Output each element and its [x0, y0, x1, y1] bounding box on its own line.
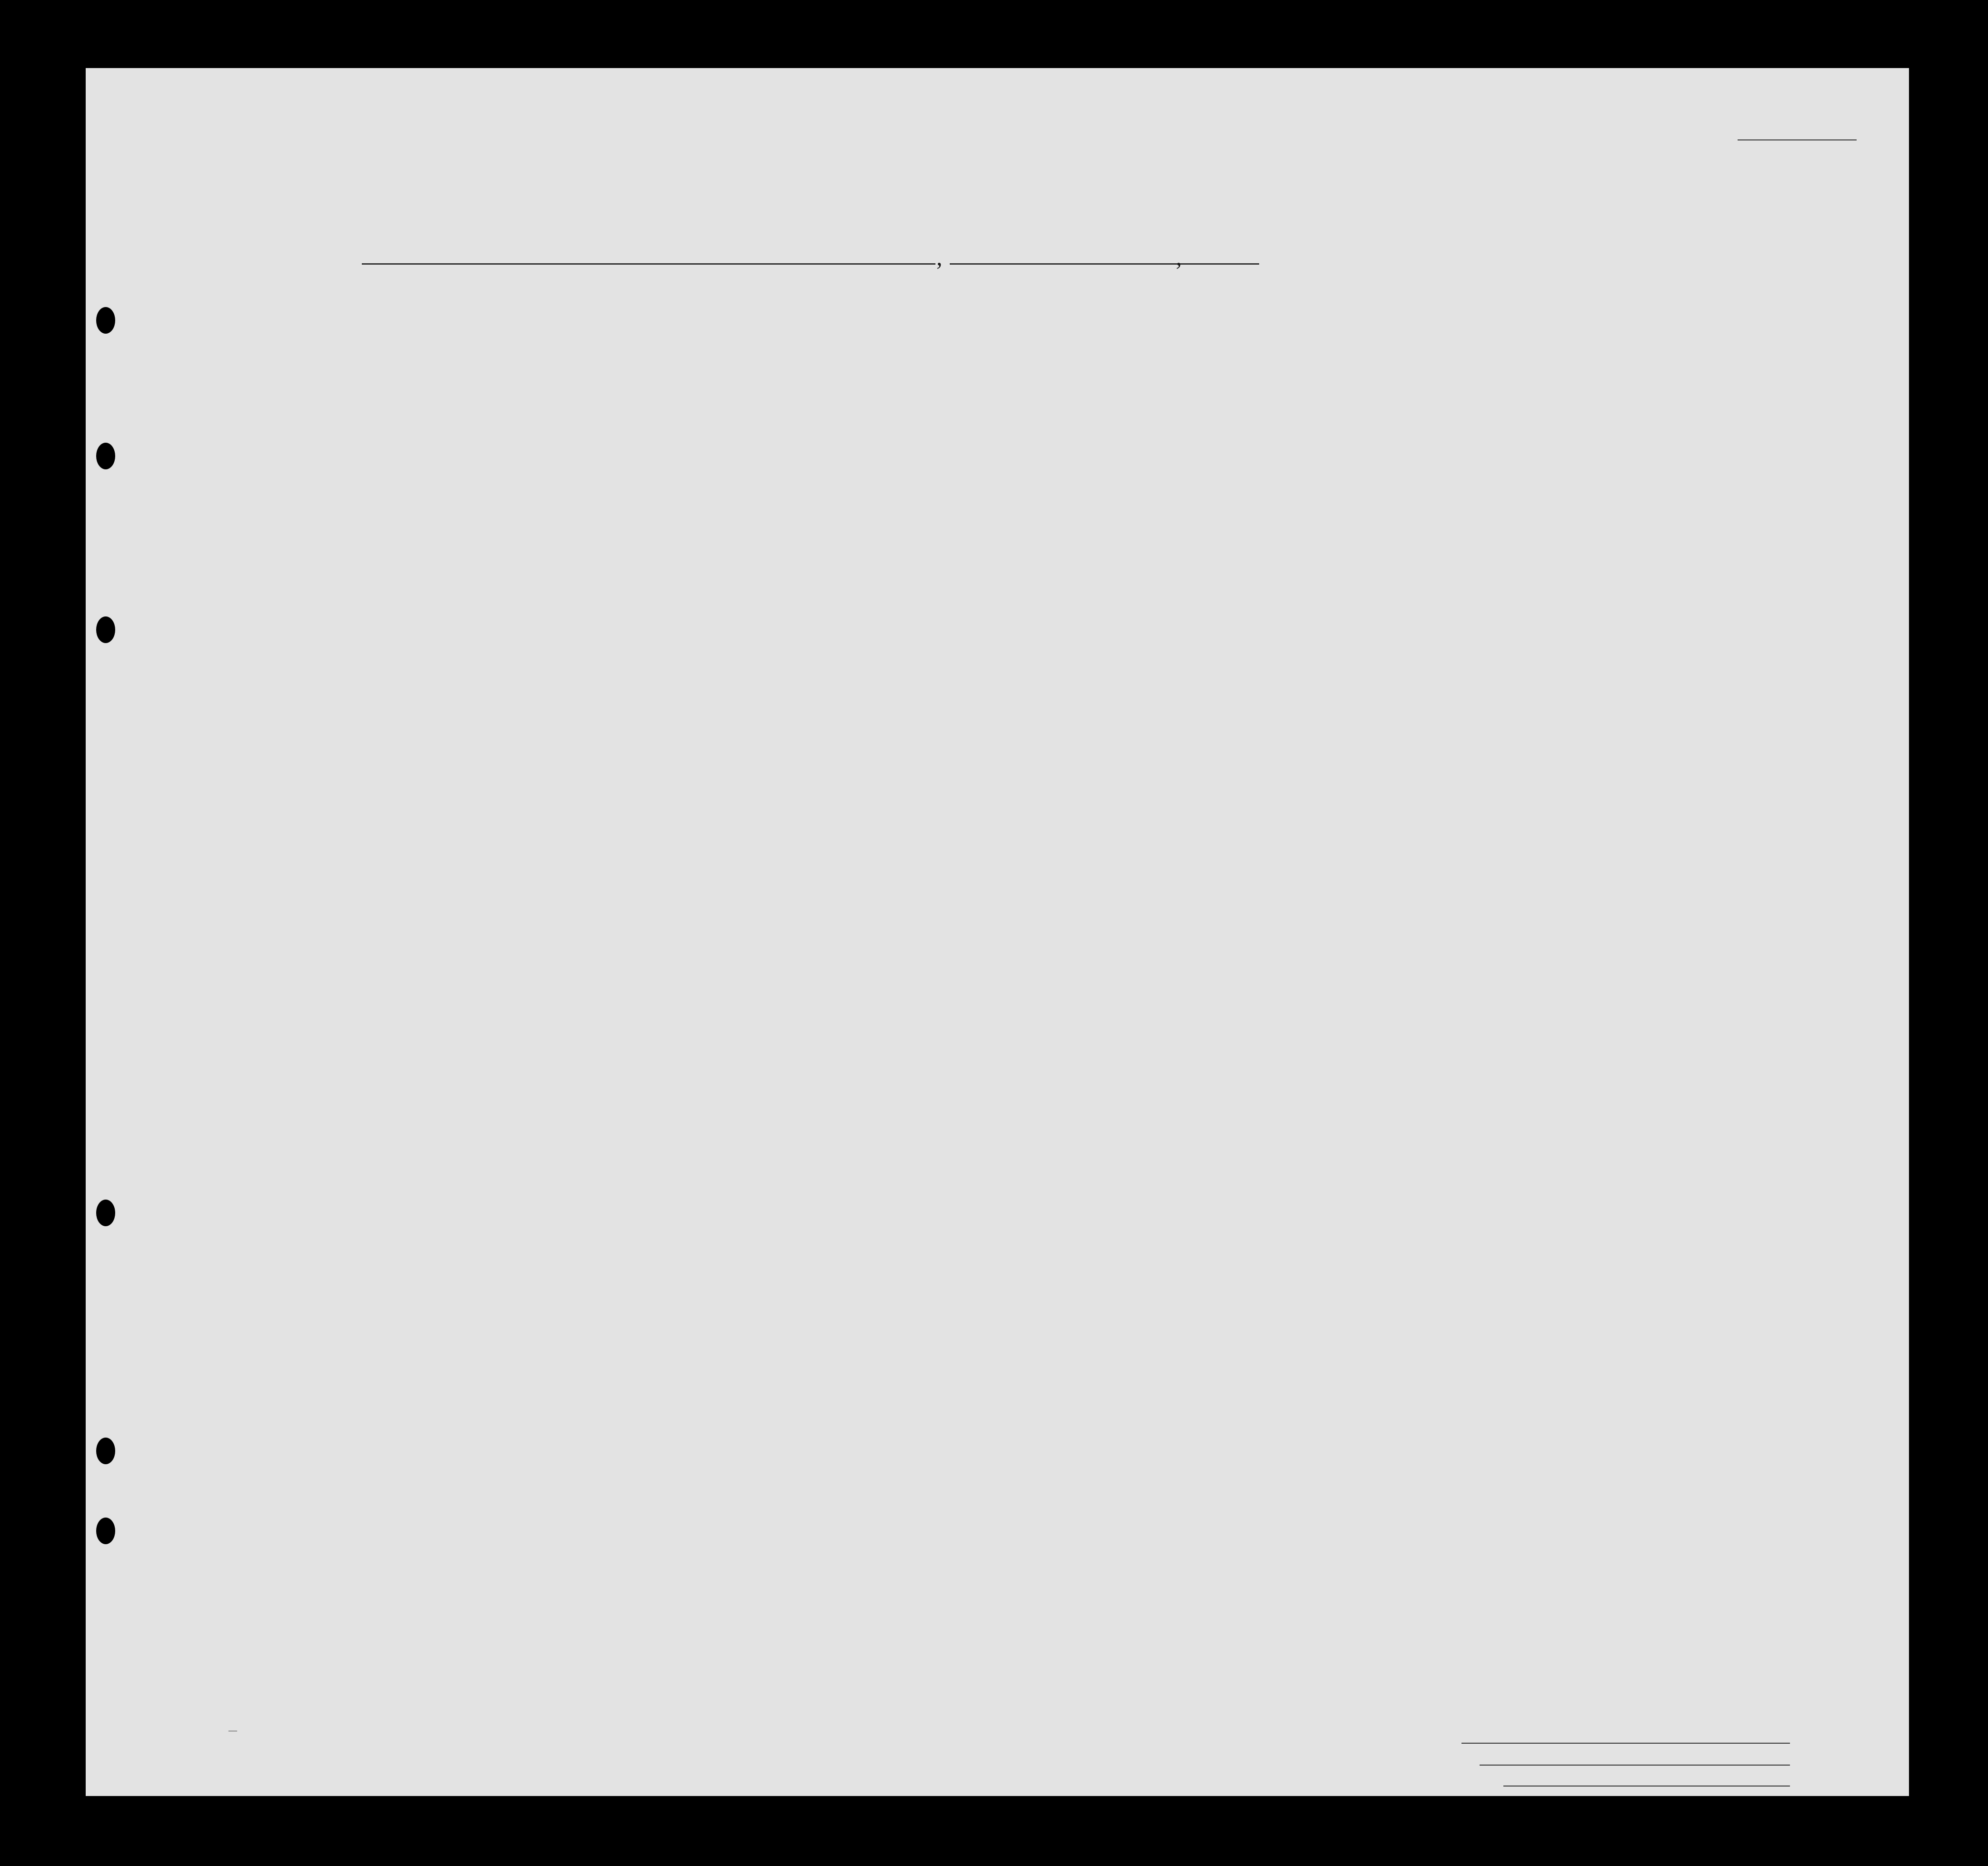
- list-underline: [1738, 139, 1857, 140]
- punch-hole: [96, 443, 115, 469]
- question-28-note: —: [229, 1726, 237, 1735]
- punch-hole: [96, 1200, 115, 1226]
- manifest-sheet: , , —: [86, 68, 1909, 1796]
- date-line: [950, 263, 1259, 265]
- port-line: [362, 263, 935, 265]
- punch-hole: [96, 1438, 115, 1464]
- punch-hole: [96, 616, 115, 643]
- punch-hole: [96, 307, 115, 334]
- punch-hole: [96, 1518, 115, 1544]
